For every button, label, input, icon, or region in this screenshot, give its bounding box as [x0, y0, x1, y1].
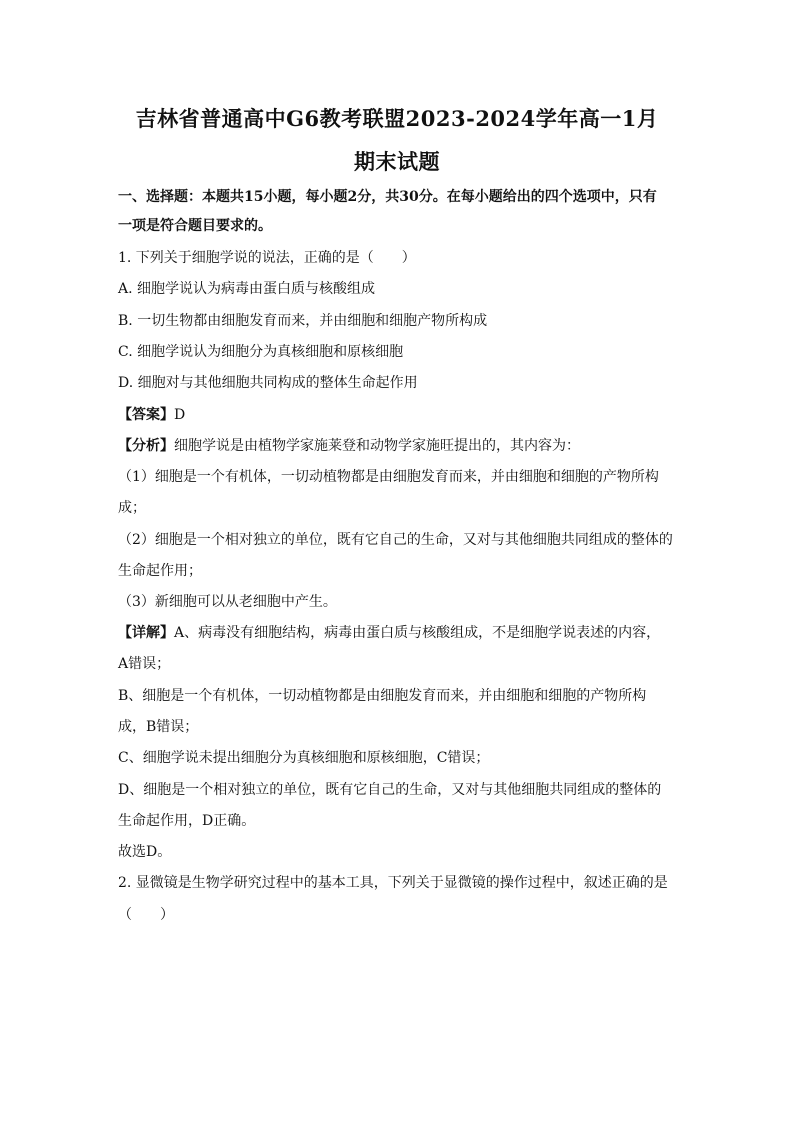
- question-2-stem-line2: （ ）: [118, 907, 174, 923]
- question-1-detail-line4: 成，B错误；: [118, 719, 199, 735]
- question-1-answer: [118, 405, 680, 425]
- question-1-detail-line5: C、细胞学说未提出细胞分为真核细胞和原核细胞，C错误；: [118, 750, 490, 766]
- answer-value: D: [174, 407, 186, 423]
- question-1-analysis-line2: （1）细胞是一个有机体，一切动植物都是由细胞发育而来，并由细胞和细胞的产物所构: [118, 469, 659, 485]
- analysis-text: 细胞学说是由植物学家施莱登和动物学家施旺提出的，其内容为：: [174, 438, 580, 454]
- question-1-analysis-line4: （2）细胞是一个相对独立的单位，既有它自己的生命，又对与其他细胞共同组成的整体的: [118, 532, 673, 548]
- document-title-line1: 吉林省普通高中G6教考联盟2023-2024学年高一1月: [135, 106, 659, 131]
- question-1-detail-line2: A错误；: [118, 656, 171, 672]
- question-2-stem-line1: 2. 显微镜是生物学研究过程中的基本工具，下列关于显微镜的操作过程中，叙述正确的是: [118, 875, 668, 891]
- question-1-stem: 1. 下列关于细胞学说的说法，正确的是（ ）: [118, 250, 416, 266]
- question-1-analysis-line6: （3）新细胞可以从老细胞中产生。: [118, 594, 337, 610]
- question-1-option-a: A. 细胞学说认为病毒由蛋白质与核酸组成: [118, 281, 376, 297]
- question-1-detail-line6: D、细胞是一个相对独立的单位，既有它自己的生命，又对与其他细胞共同组成的整体的: [118, 782, 662, 798]
- question-1-detail-line3: B、细胞是一个有机体，一切动植物都是由细胞发育而来，并由细胞和细胞的产物所构: [118, 688, 647, 704]
- question-1-analysis-line3: 成；: [118, 500, 146, 516]
- detail-text: A、病毒没有细胞结构，病毒由蛋白质与核酸组成，不是细胞学说表述的内容，: [174, 625, 661, 641]
- question-1-option-d: D. 细胞对与其他细胞共同构成的整体生命起作用: [118, 375, 418, 391]
- section-heading-line1: 一、选择题：本题共15小题，每小题2分，共30分。在每小题给出的四个选项中，只有: [118, 189, 657, 205]
- question-1-detail-line8: 故选D。: [118, 844, 172, 860]
- answer-tag: 【答案】: [118, 407, 174, 423]
- question-1-analysis-line1: [118, 436, 680, 456]
- question-1-analysis-line5: 生命起作用；: [118, 563, 202, 579]
- question-1-detail-line7: 生命起作用，D正确。: [118, 813, 256, 829]
- section-heading-line2: 一项是符合题目要求的。: [118, 218, 272, 234]
- document-title-line2: 期末试题: [354, 149, 440, 174]
- question-1-option-b: B. 一切生物都由细胞发育而来，并由细胞和细胞产物所构成: [118, 313, 488, 329]
- analysis-tag: 【分析】: [118, 438, 174, 454]
- question-1-option-c: C. 细胞学说认为细胞分为真核细胞和原核细胞: [118, 344, 404, 360]
- detail-tag: 【详解】: [118, 625, 174, 641]
- question-1-detail-line1: [118, 623, 680, 643]
